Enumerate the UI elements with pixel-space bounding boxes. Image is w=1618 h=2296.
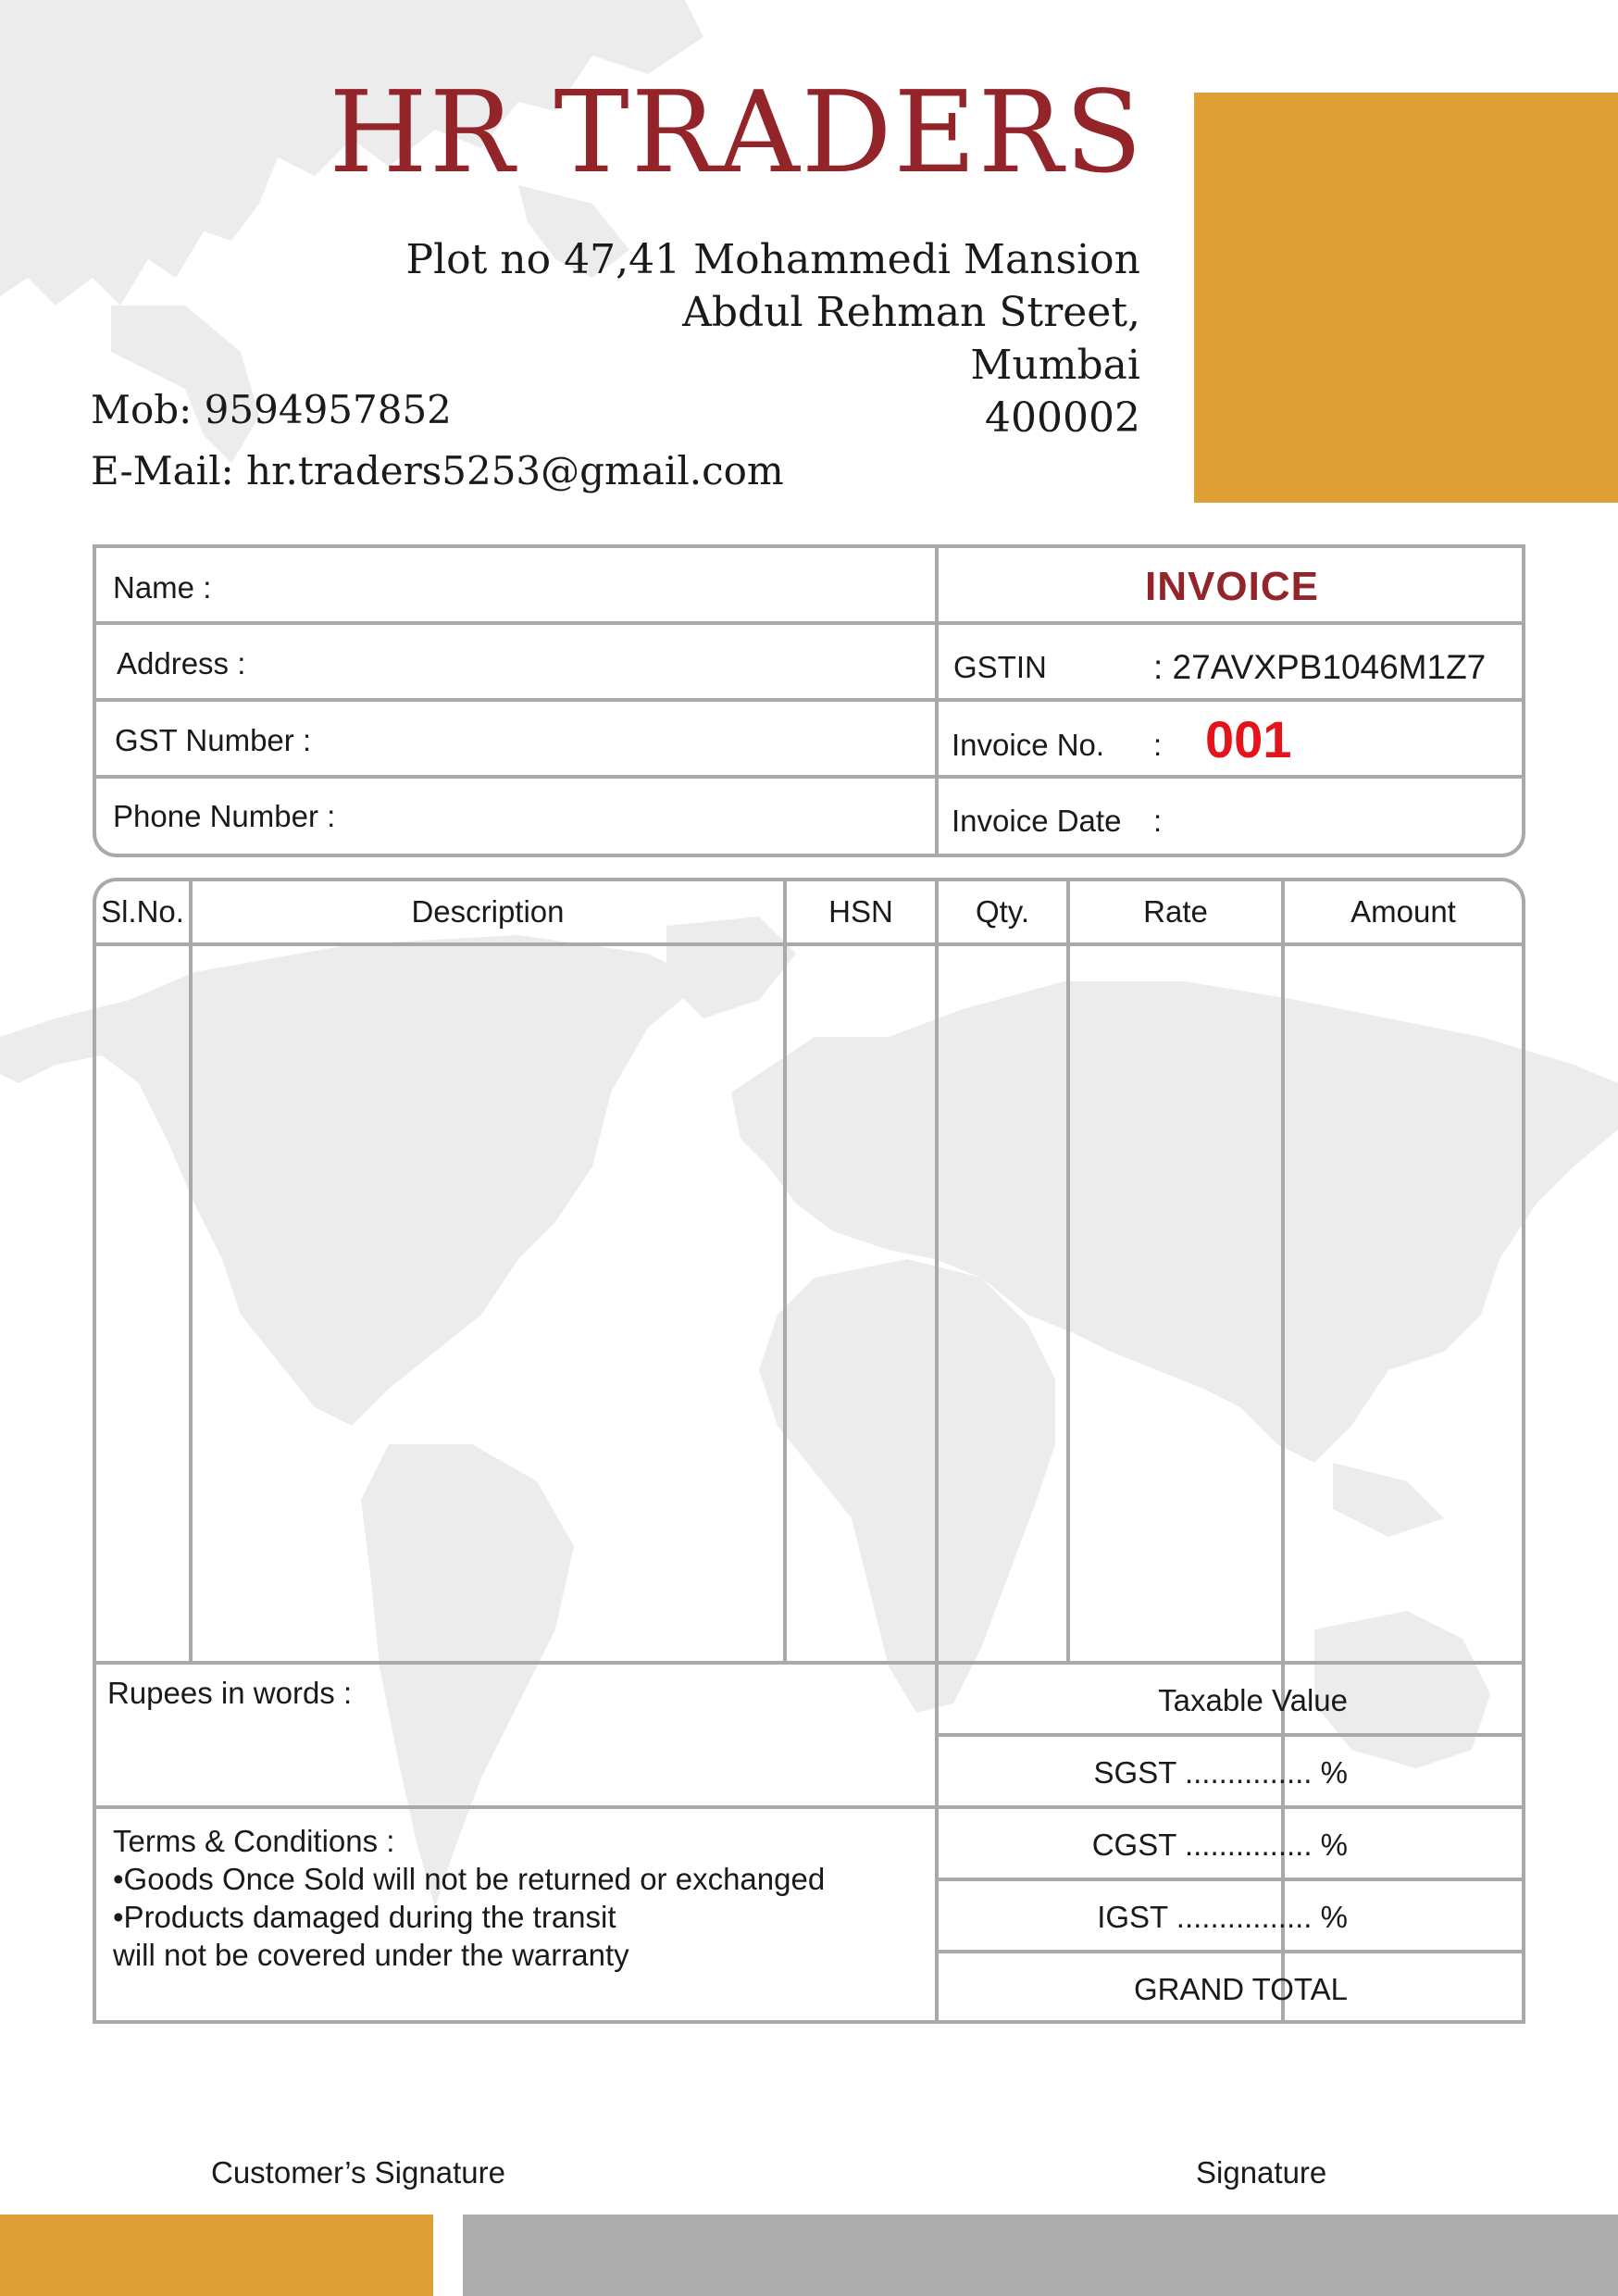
authorized-signature-label: Signature — [1196, 2155, 1327, 2190]
customer-signature-label: Customer’s Signature — [211, 2155, 505, 2190]
cgst-label: CGST ............... % — [1091, 1828, 1348, 1862]
footer-accent-bar — [0, 2215, 433, 2296]
terms-title: Terms & Conditions : — [113, 1824, 395, 1858]
grand-total-label: GRAND TOTAL — [1133, 1972, 1348, 2006]
divider — [189, 881, 193, 1665]
items-table — [93, 878, 1525, 1665]
divider — [96, 775, 1522, 779]
customer-phone-field[interactable]: Phone Number : — [113, 799, 336, 833]
divider — [935, 881, 939, 1665]
divider — [1066, 881, 1070, 1665]
address-line: Abdul Rehman Street, — [682, 289, 1140, 336]
gstin-value: : 27AVXPB1046M1Z7 — [1153, 648, 1487, 686]
taxable-value-label: Taxable Value — [1158, 1683, 1348, 1717]
invoice-number-sep: : — [1153, 728, 1163, 762]
col-header-rate: Rate — [1143, 894, 1208, 929]
divider — [783, 881, 787, 1665]
rupees-in-words-field[interactable]: Rupees in words : — [107, 1676, 353, 1710]
divider — [96, 1805, 935, 1809]
col-header-amount: Amount — [1350, 894, 1456, 929]
divider — [1281, 881, 1285, 1665]
terms-line: •Goods Once Sold will not be returned or exchanged — [113, 1862, 826, 1896]
divider — [96, 698, 1522, 702]
footer-grey-bar — [463, 2215, 1618, 2296]
invoice-number-value: 001 — [1205, 710, 1292, 768]
customer-invoice-box — [93, 544, 1525, 857]
company-email: E-Mail: hr.traders5253@gmail.com — [91, 448, 784, 493]
col-header-description: Description — [411, 894, 565, 929]
address-line: Mumbai — [970, 342, 1140, 389]
gstin-label: GSTIN — [953, 650, 1047, 684]
terms-line: will not be covered under the warranty — [113, 1938, 629, 1972]
totals-section — [93, 1661, 1525, 2024]
accent-block — [1194, 93, 1618, 503]
sgst-label: SGST ............... % — [1093, 1755, 1348, 1790]
customer-address-field[interactable]: Address : — [117, 646, 246, 680]
invoice-date-label[interactable]: Invoice Date — [952, 804, 1122, 838]
terms-and-conditions — [113, 1822, 825, 1974]
address-line: Plot no 47,41 Mohammedi Mansion — [405, 236, 1140, 283]
company-name: HR TRADERS — [329, 67, 1144, 198]
igst-label: IGST ................ % — [1097, 1900, 1348, 1934]
customer-gst-field[interactable]: GST Number : — [115, 723, 312, 757]
customer-name-field[interactable]: Name : — [113, 570, 212, 605]
invoice-number-label: Invoice No. — [952, 728, 1105, 762]
col-header-hsn: HSN — [828, 894, 893, 929]
invoice-title: INVOICE — [1145, 563, 1319, 609]
invoice-date-sep: : — [1153, 804, 1163, 838]
terms-line: •Products damaged during the transit — [113, 1900, 616, 1934]
divider — [96, 942, 1522, 946]
col-header-qty: Qty. — [975, 894, 1030, 929]
company-address — [405, 233, 1140, 444]
col-header-slno: Sl.No. — [101, 894, 184, 929]
company-mobile: Mob: 9594957852 — [91, 387, 452, 432]
address-line: 400002 — [985, 394, 1140, 442]
